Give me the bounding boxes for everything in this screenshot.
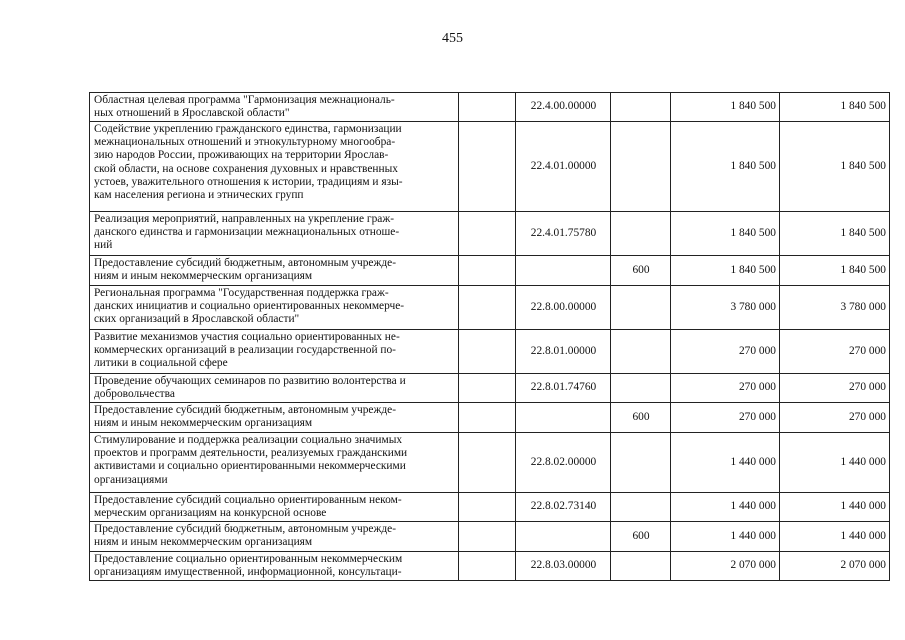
row-amount-1-cell: 1 840 500 [671,122,780,212]
row-expense-type-cell: 600 [611,256,671,286]
table-row [90,522,890,552]
row-name-line: Областная целевая программа "Гармонизация межнациональ- [94,94,395,106]
row-name-line: Региональная программа "Государственная поддержка граж- [94,287,389,299]
row-name-cell [90,433,459,493]
row-expense-type-cell [611,493,671,522]
row-blank-cell [459,212,516,256]
row-name-line: Предоставление социально ориентированным некоммерческим [94,553,403,565]
row-expense-type-cell [611,374,671,403]
row-name-line: зию народов России, проживающих на территории Ярослав- [94,149,389,162]
table-row [90,93,890,122]
row-code-cell [516,522,611,552]
row-amount-1-cell: 270 000 [671,374,780,403]
row-name-line: ний [94,239,113,252]
row-amount-2-cell: 3 780 000 [780,286,890,330]
budget-table [89,92,890,581]
table-row [90,122,890,212]
row-name-line: ниям и иным некоммерческим организациям [94,536,313,549]
row-blank-cell [459,330,516,374]
table-row [90,374,890,403]
row-name-line: мерческим организациям на конкурсной основе [94,507,327,520]
row-blank-cell [459,522,516,552]
row-name-line: ниям и иным некоммерческим организациям [94,270,313,283]
row-amount-1-cell: 2 070 000 [671,552,780,581]
row-expense-type-cell: 600 [611,522,671,552]
row-amount-2-cell: 2 070 000 [780,552,890,581]
row-name-cell [90,493,459,522]
row-amount-2-cell: 1 440 000 [780,433,890,493]
row-amount-2-cell: 270 000 [780,374,890,403]
row-name-line: коммерческих организаций в реализации государственной по- [94,344,396,357]
row-name-cell [90,93,459,122]
row-expense-type-cell [611,122,671,212]
row-amount-2-cell: 1 840 500 [780,256,890,286]
row-amount-1-cell: 1 840 500 [671,256,780,286]
row-amount-2-cell: 270 000 [780,330,890,374]
row-name-line: Проведение обучающих семинаров по развитию волонтерства и [94,375,406,387]
table-row [90,433,890,493]
row-name-cell [90,122,459,212]
row-amount-1-cell: 1 840 500 [671,212,780,256]
table-row [90,552,890,581]
row-code-cell: 22.8.00.00000 [516,286,611,330]
row-amount-2-cell: 1 440 000 [780,522,890,552]
row-name-line: Содействие укреплению гражданского единства, гармонизации [94,123,402,135]
row-amount-2-cell: 1 840 500 [780,212,890,256]
table-row [90,256,890,286]
row-name-line: межнациональных отношений и этнокультурному многообра- [94,136,396,149]
row-blank-cell [459,374,516,403]
row-name-cell [90,256,459,286]
row-name-cell [90,286,459,330]
row-expense-type-cell [611,93,671,122]
row-name-line: Предоставление субсидий бюджетным, автономным учрежде- [94,257,397,269]
row-amount-1-cell: 270 000 [671,330,780,374]
row-code-cell: 22.8.02.00000 [516,433,611,493]
row-code-cell: 22.4.00.00000 [516,93,611,122]
table-row [90,493,890,522]
row-amount-1-cell: 1 440 000 [671,493,780,522]
row-name-line: Предоставление субсидий бюджетным, автономным учрежде- [94,404,397,416]
row-amount-1-cell: 3 780 000 [671,286,780,330]
row-name-line: активистами и социально ориентированными некоммерческими [94,460,406,473]
row-amount-2-cell: 270 000 [780,403,890,433]
row-expense-type-cell [611,433,671,493]
row-expense-type-cell [611,212,671,256]
row-amount-1-cell: 1 440 000 [671,433,780,493]
row-blank-cell [459,493,516,522]
row-blank-cell [459,403,516,433]
row-amount-1-cell: 270 000 [671,403,780,433]
row-amount-2-cell: 1 840 500 [780,93,890,122]
row-name-line: Развитие механизмов участия социально ориентированных не- [94,331,400,343]
row-code-cell: 22.4.01.00000 [516,122,611,212]
row-blank-cell [459,552,516,581]
row-name-line: Реализация мероприятий, направленных на укрепление граж- [94,213,394,225]
row-code-cell: 22.8.03.00000 [516,552,611,581]
row-expense-type-cell: 600 [611,403,671,433]
row-name-line: добровольчества [94,388,175,401]
row-name-line: ных отношений в Ярославской области" [94,107,290,120]
row-expense-type-cell [611,286,671,330]
row-name-line: ских организаций в Ярославской области" [94,313,300,326]
row-code-cell [516,256,611,286]
row-blank-cell [459,433,516,493]
row-amount-2-cell: 1 840 500 [780,122,890,212]
row-code-cell: 22.8.02.73140 [516,493,611,522]
row-amount-1-cell: 1 440 000 [671,522,780,552]
row-name-line: ской области, на основе сохранения духовных и нравственных [94,162,398,175]
row-name-cell [90,212,459,256]
page-number: 455 [442,31,463,46]
row-name-cell [90,552,459,581]
budget-table-body [90,93,890,581]
row-name-line: Стимулирование и поддержка реализации социально значимых [94,434,403,446]
row-name-line: данских инициатив и социально ориентированных некоммерче- [94,300,405,313]
row-name-line: Предоставление субсидий социально ориентированным неком- [94,494,402,506]
row-name-cell [90,330,459,374]
row-code-cell [516,403,611,433]
row-blank-cell [459,122,516,212]
row-name-cell [90,522,459,552]
table-row [90,330,890,374]
row-name-line: кам населения региона и этнических групп [94,189,304,202]
row-code-cell: 22.8.01.00000 [516,330,611,374]
row-blank-cell [459,256,516,286]
row-name-line: Предоставление субсидий бюджетным, автономным учрежде- [94,523,397,535]
row-amount-2-cell: 1 440 000 [780,493,890,522]
row-amount-1-cell: 1 840 500 [671,93,780,122]
row-blank-cell [459,93,516,122]
row-name-line: проектов и программ деятельности, реализуемых гражданскими [94,447,408,460]
row-expense-type-cell [611,552,671,581]
row-name-line: ниям и иным некоммерческим организациям [94,417,313,430]
table-row [90,403,890,433]
row-code-cell: 22.4.01.75780 [516,212,611,256]
row-name-line: устоев, уважительного отношения к истории, традициям и язы- [94,175,403,188]
row-name-cell [90,403,459,433]
table-row [90,212,890,256]
row-name-cell [90,374,459,403]
row-expense-type-cell [611,330,671,374]
row-name-line: данского единства и гармонизации межнациональных отноше- [94,226,400,239]
row-name-line: литики в социальной сфере [94,357,228,370]
row-name-line: организациями [94,473,168,486]
row-code-cell: 22.8.01.74760 [516,374,611,403]
table-row [90,286,890,330]
row-blank-cell [459,286,516,330]
row-name-line: организациям имущественной, информационной, консультаци- [94,566,402,579]
